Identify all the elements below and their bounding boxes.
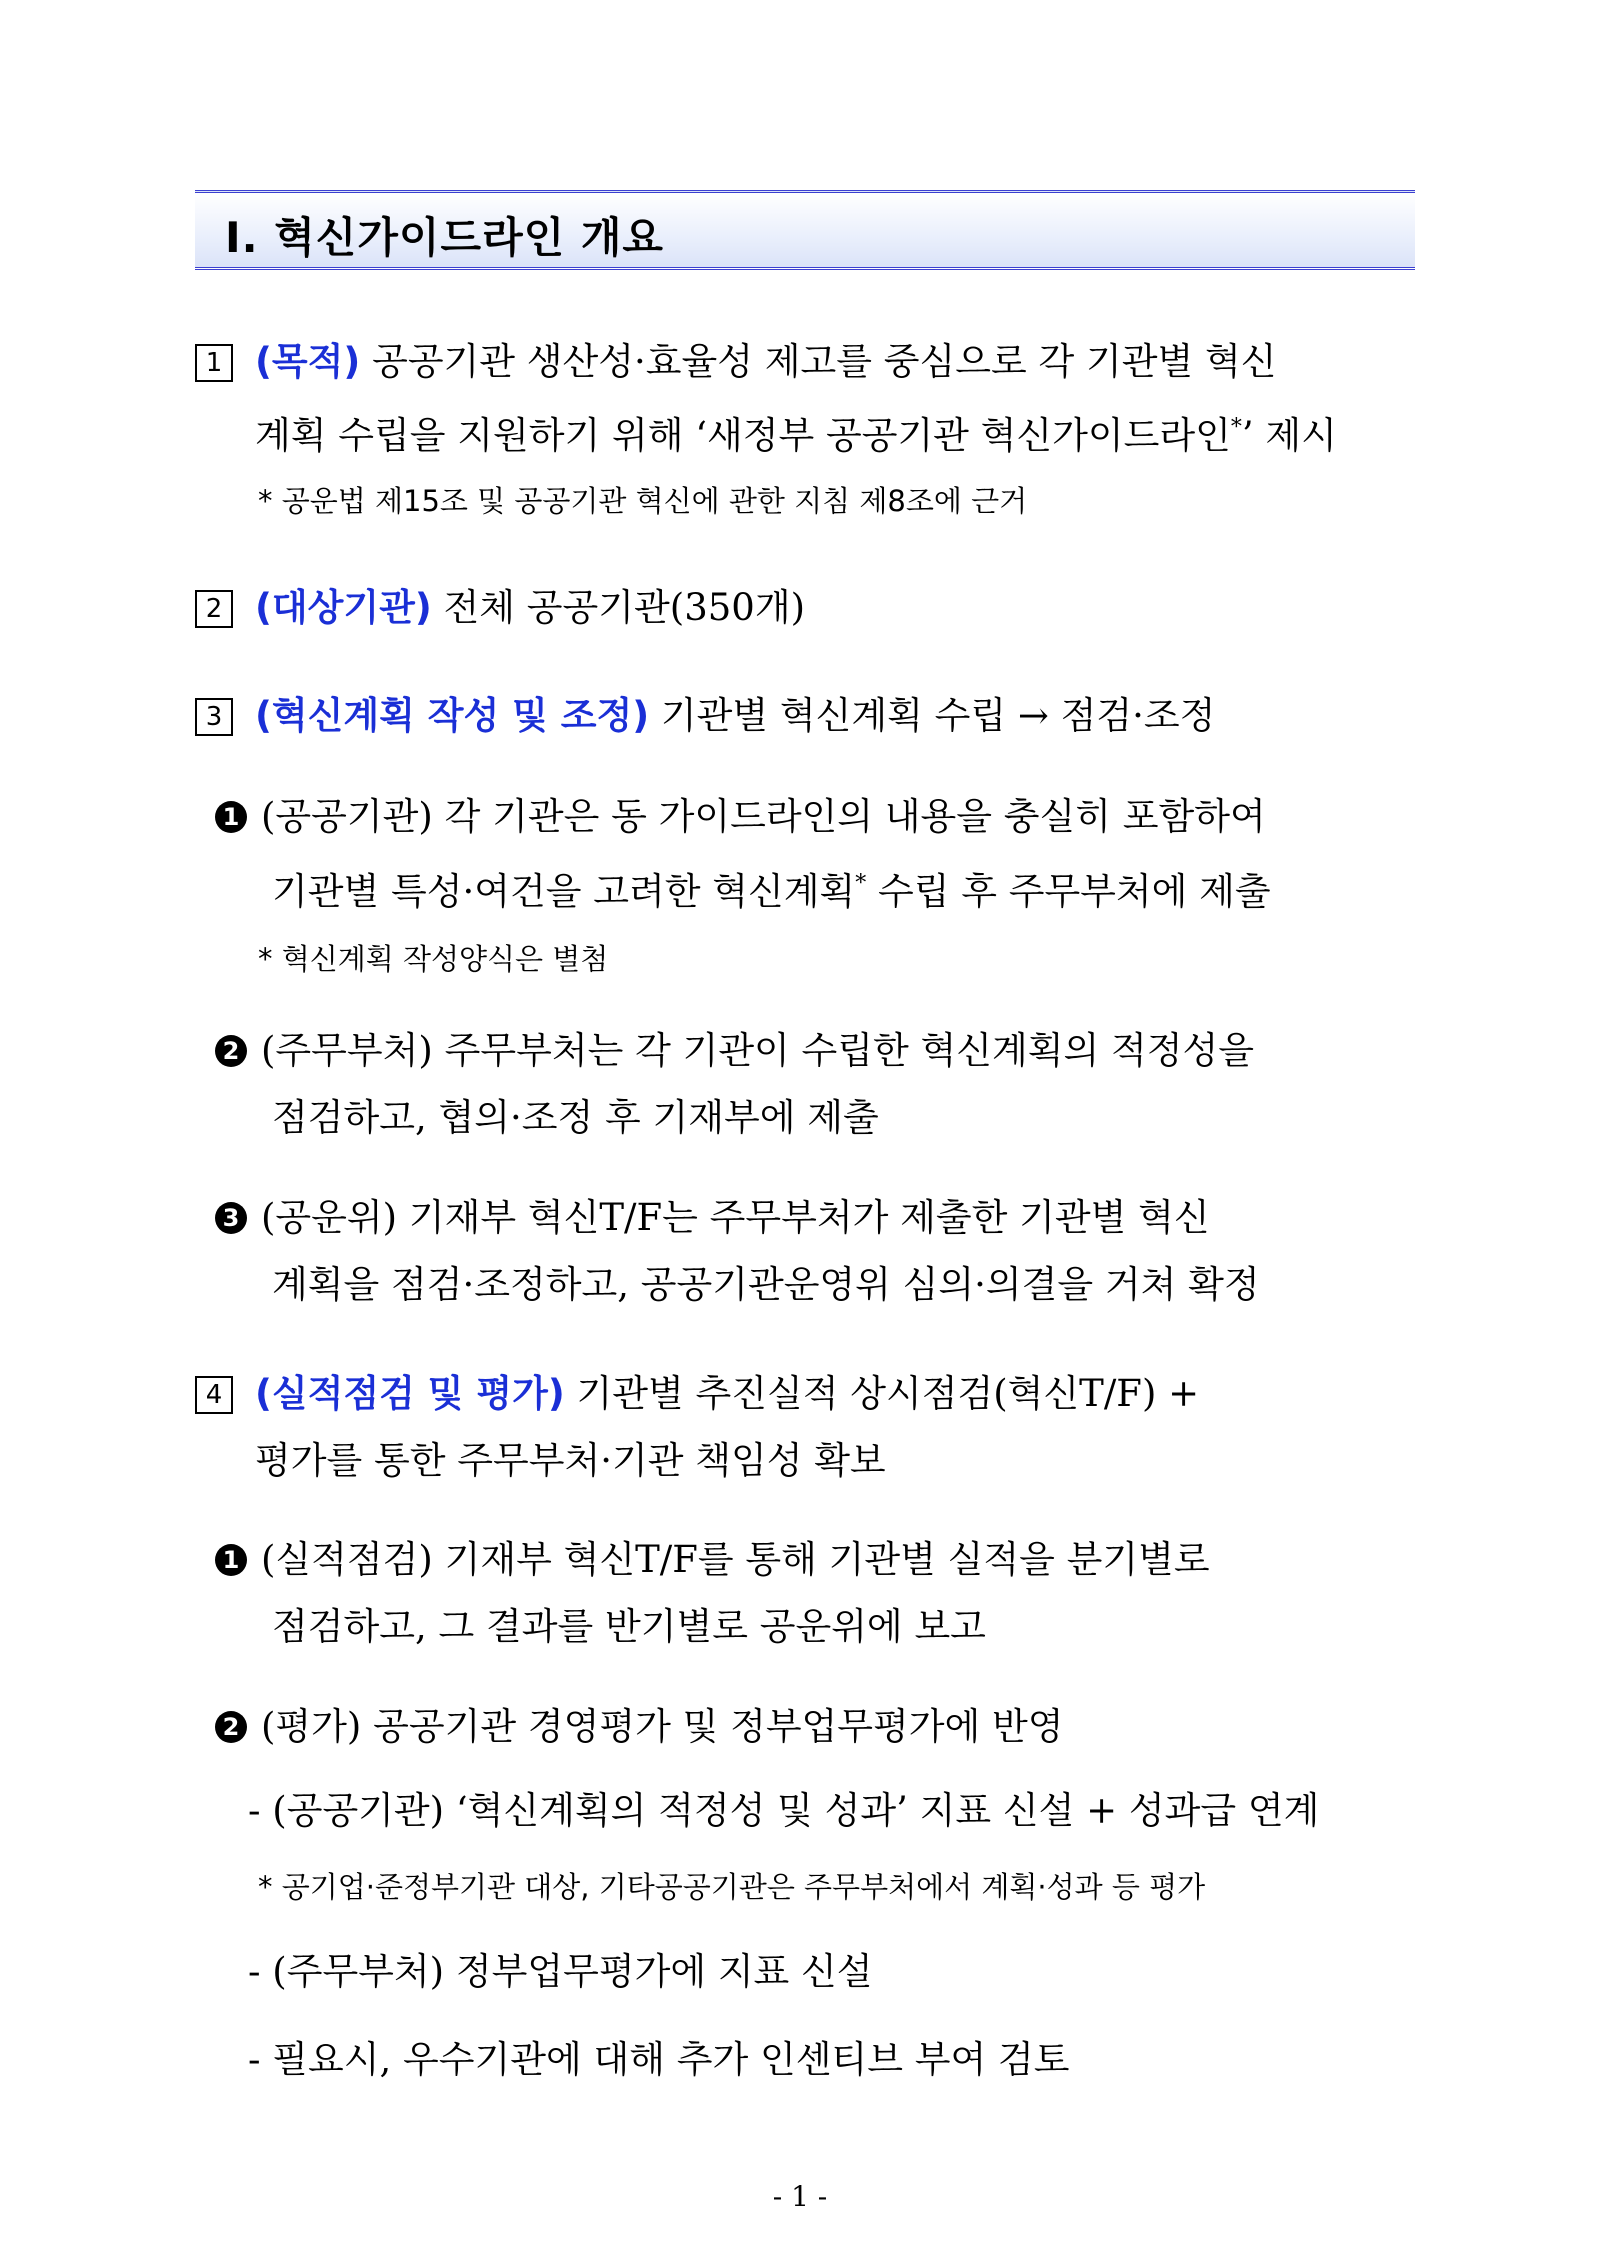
item-3-sub-3-line-2: 계획을 점검·조정하고, 공공기관운영위 심의·의결을 거쳐 확정 [272,1263,1260,1306]
item-4-line-1 [195,1370,1199,1418]
item-4-text-1: 기관별 추진실적 상시점검(혁신T/F) + [564,1372,1200,1415]
item-1-key: (목적) [255,340,361,383]
item-3-line-1 [195,692,1215,740]
item-3-sub-1-text-2a: 기관별 특성·여건을 고려한 혁신계획 [272,870,856,913]
item-2-text-1: 전체 공공기관(350개) [431,586,806,629]
item-3-sub-1-line-2 [272,860,1271,916]
item-3-sub-1-line-1 [215,793,1266,841]
item-1-text-1: 공공기관 생산성·효율성 제고를 중심으로 각 기관별 혁신 [360,340,1277,383]
item-1-number-box: 1 [195,344,233,382]
item-1-text-2b: ’ 제시 [1241,414,1337,457]
item-4-sub-2-marker: 2 [215,1711,247,1743]
page-number: - 1 - [772,2180,828,2213]
item-4-sub-1-marker: 1 [215,1544,247,1576]
section-header-band [195,190,1415,270]
item-3-sub-2-line-1 [215,1027,1254,1075]
item-4-line-2: 평가를 통한 주무부처·기관 책임성 확보 [255,1439,886,1482]
item-1-line-1 [195,338,1276,386]
item-4-sub-2-dash-1: - (공공기관) ‘혁신계획의 적정성 및 성과’ 지표 신설 + 성과급 연계 [248,1789,1320,1832]
item-1-text-2a: 계획 수립을 지원하기 위해 ‘새정부 공공기관 혁신가이드라인 [255,414,1231,457]
item-3-text-1: 기관별 혁신계획 수립 → 점검·조정 [649,694,1216,737]
item-4-number-box: 4 [195,1376,233,1414]
item-3-sub-2-line-2: 점검하고, 협의·조정 후 기재부에 제출 [272,1096,879,1139]
item-1-footnote-mark: * [1230,415,1242,440]
item-4-sub-2-dash-2: - (주무부처) 정부업무평가에 지표 신설 [248,1950,873,1993]
item-3-sub-3-marker: 3 [215,1202,247,1234]
item-4-sub-2-line-1 [215,1703,1064,1751]
item-3-sub-2-text-1: (주무부처) 주무부처는 각 기관이 수립한 혁신계획의 적정성을 [261,1029,1254,1072]
item-3-sub-1-marker: 1 [215,801,247,833]
item-3-key: (혁신계획 작성 및 조정) [255,694,650,737]
item-2-key: (대상기관) [255,586,432,629]
item-3-sub-2-marker: 2 [215,1035,247,1067]
item-1-note: * 공운법 제15조 및 공공기관 혁신에 관한 지침 제8조에 근거 [258,484,1028,518]
item-2-number-box: 2 [195,590,233,628]
item-4-sub-1-text-1: (실적점검) 기재부 혁신T/F를 통해 기관별 실적을 분기별로 [261,1538,1210,1581]
item-4-sub-2-text-1: (평가) 공공기관 경영평가 및 정부업무평가에 반영 [261,1705,1064,1748]
item-2-line-1 [195,584,805,632]
item-4-sub-2-note: * 공기업·준정부기관 대상, 기타공공기관은 주무부처에서 계획·성과 등 평가 [258,1870,1206,1904]
item-3-sub-1-footnote-mark: * [855,871,867,896]
item-3-sub-1-text-2b: 수립 후 주무부처에 제출 [866,870,1271,913]
item-3-number-box: 3 [195,698,233,736]
item-3-sub-3-text-1: (공운위) 기재부 혁신T/F는 주무부처가 제출한 기관별 혁신 [261,1196,1210,1239]
section-title: Ⅰ. 혁신가이드라인 개요 [225,213,664,262]
item-4-sub-1-line-1 [215,1536,1210,1584]
item-1-line-2 [255,404,1337,460]
item-3-sub-1-note: * 혁신계획 작성양식은 별첨 [258,942,609,976]
item-4-sub-1-line-2: 점검하고, 그 결과를 반기별로 공운위에 보고 [272,1605,986,1648]
item-3-sub-3-line-1 [215,1194,1210,1242]
item-4-sub-2-dash-3: - 필요시, 우수기관에 대해 추가 인센티브 부여 검토 [248,2038,1070,2081]
item-3-sub-1-text-1: (공공기관) 각 기관은 동 가이드라인의 내용을 충실히 포함하여 [261,795,1266,838]
item-4-key: (실적점검 및 평가) [255,1372,565,1415]
